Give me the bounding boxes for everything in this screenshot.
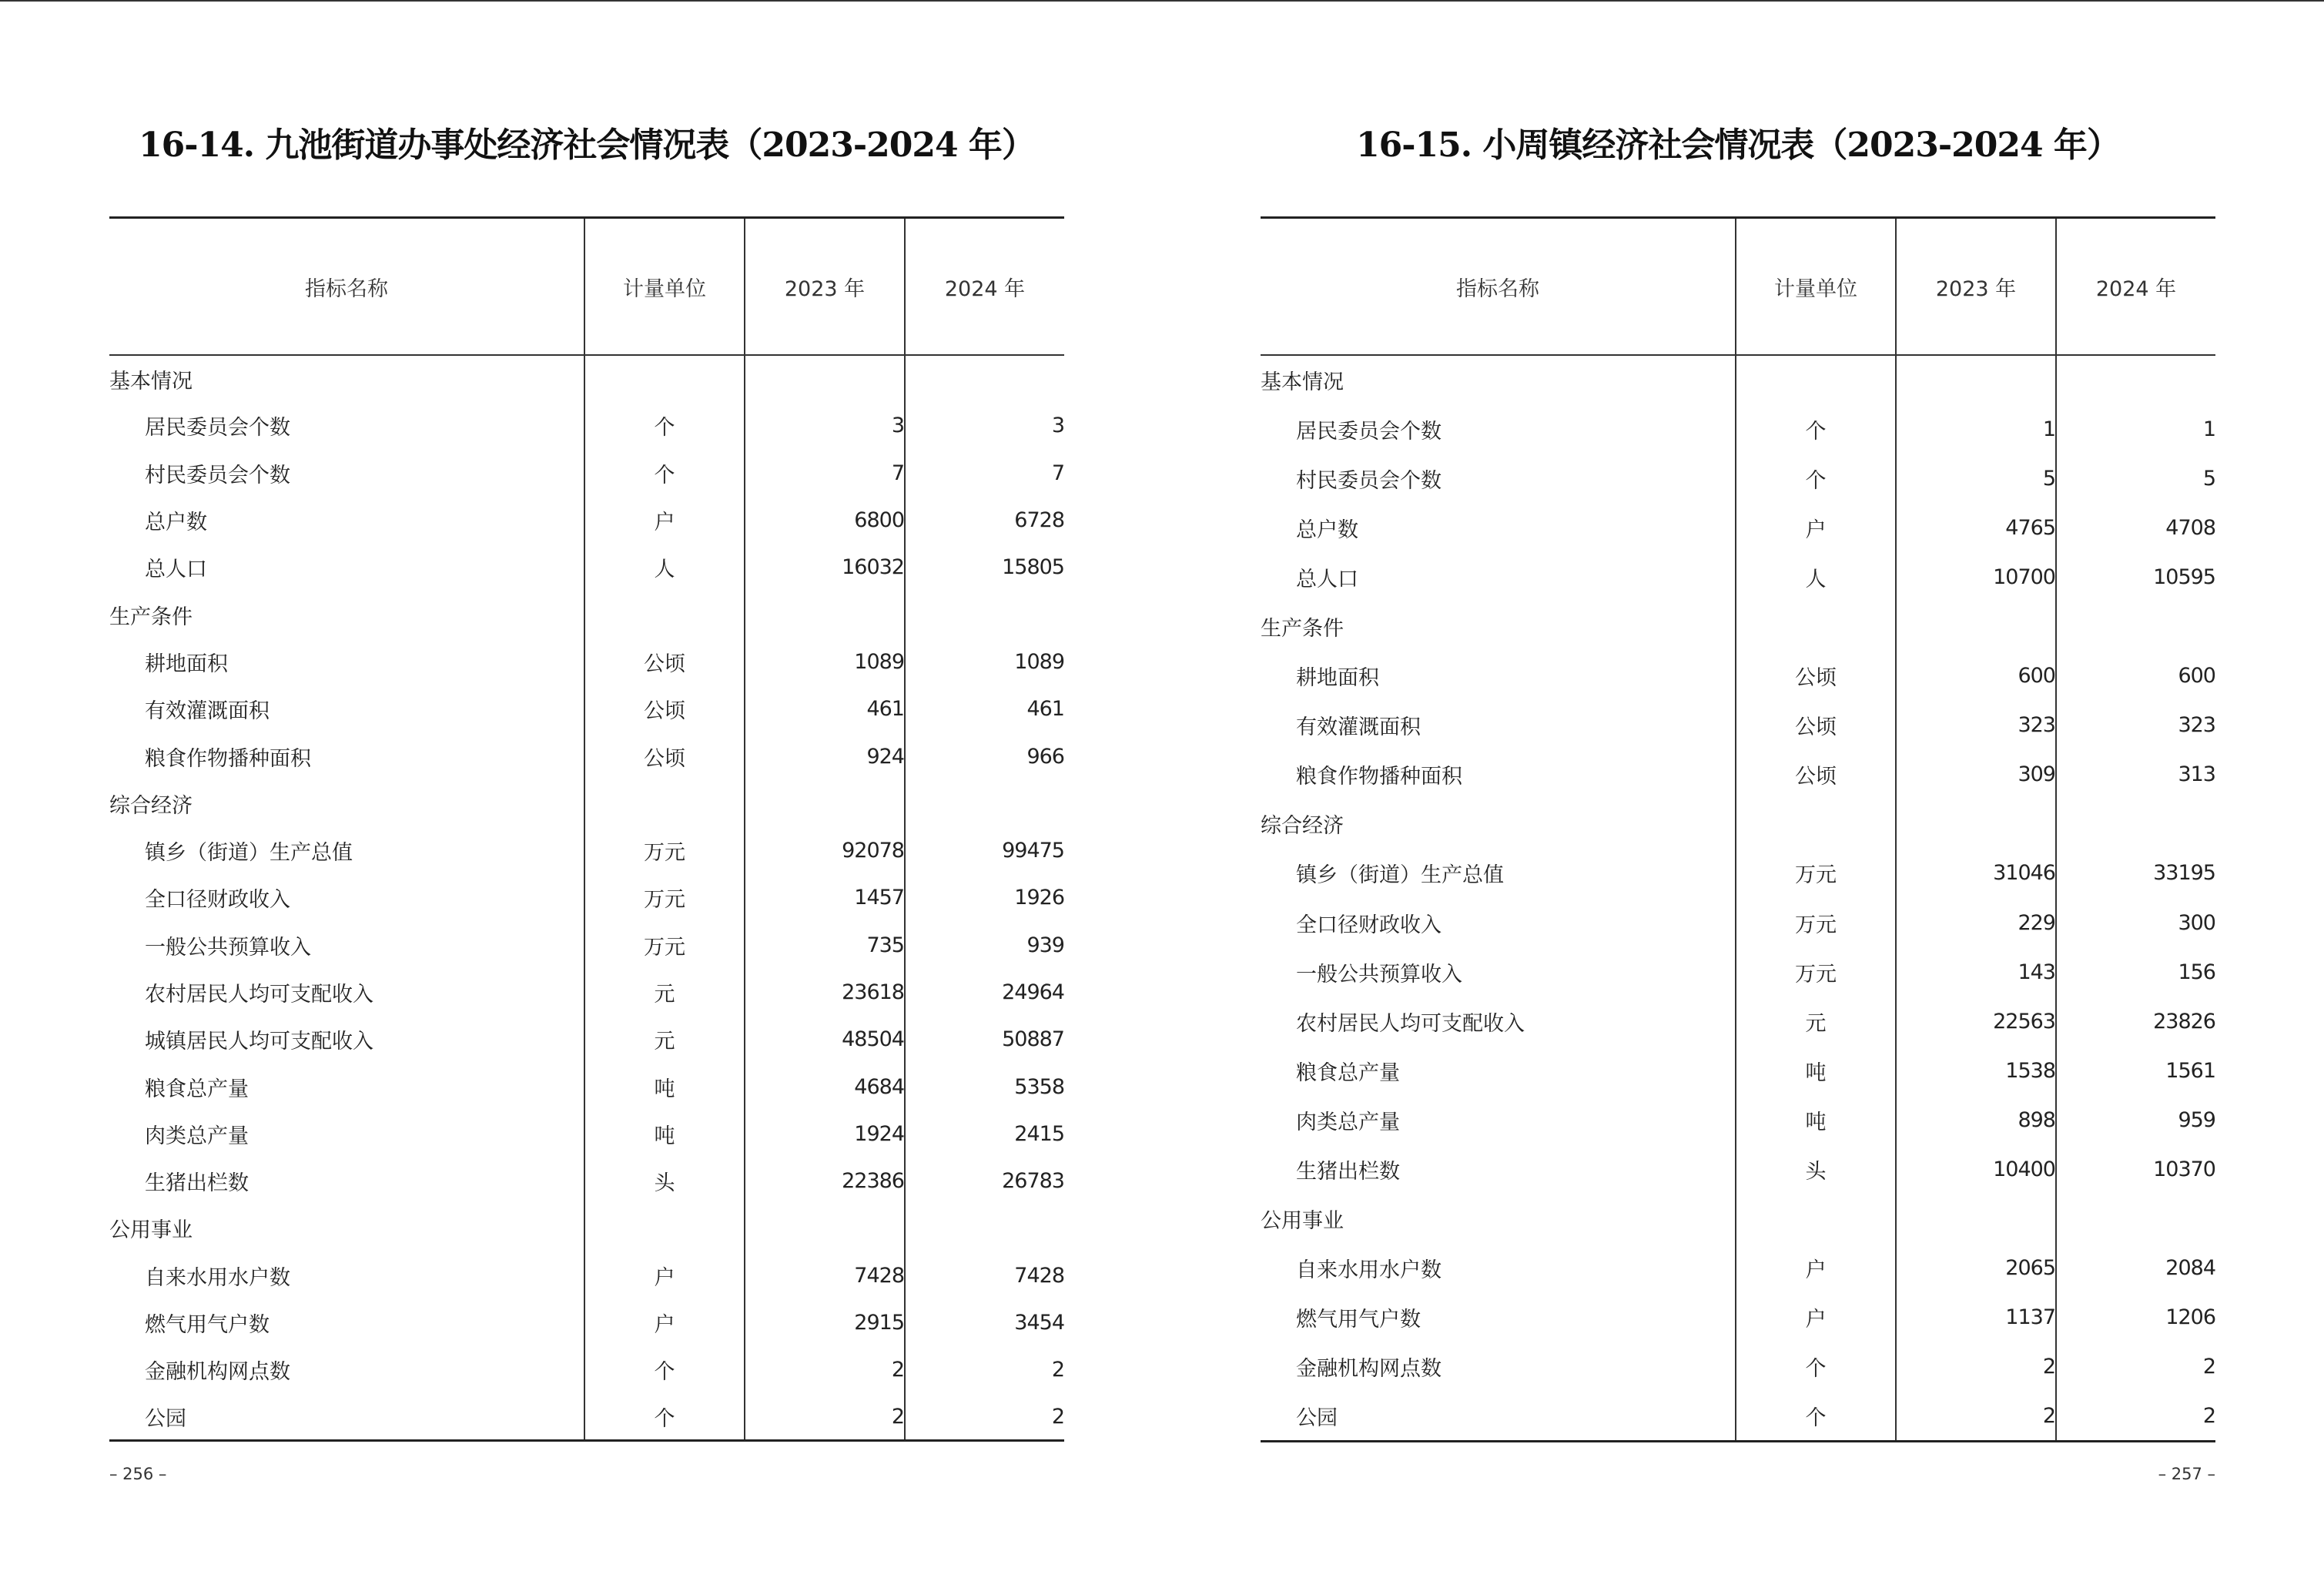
value-2024-cell: 959: [2056, 1095, 2215, 1144]
statistics-table: [1261, 216, 2215, 1442]
indicator-name-cell: 综合经济: [109, 793, 193, 818]
indicator-name-cell: 生产条件: [109, 605, 193, 629]
column-header-2023: 2023 年: [745, 218, 905, 356]
value-2023-cell: [1896, 601, 2056, 651]
value-2023-cell: 10400: [1896, 1145, 2056, 1194]
value-2024-cell: 1089: [905, 638, 1064, 685]
value-2023-cell: [1896, 799, 2056, 849]
indicator-name-cell: 总人口: [1296, 567, 1358, 591]
indicator-name-cell: 金融机构网点数: [145, 1360, 290, 1385]
indicator-name-cell: 肉类总产量: [1296, 1110, 1400, 1134]
unit-cell: 户: [584, 497, 745, 544]
unit-cell: [584, 780, 745, 827]
value-2023-cell: 1089: [745, 638, 905, 685]
value-2023-cell: 143: [1896, 947, 2056, 997]
value-2024-cell: 7: [905, 450, 1064, 497]
unit-cell: 个: [584, 1346, 745, 1393]
value-2023-cell: 2: [1896, 1392, 2056, 1441]
unit-cell: 吨: [584, 1111, 745, 1157]
value-2024-cell: 50887: [905, 1016, 1064, 1063]
value-2023-cell: 7: [745, 450, 905, 497]
unit-cell: 户: [1736, 1293, 1896, 1342]
table-row: [109, 1299, 1064, 1346]
value-2023-cell: [745, 355, 905, 402]
value-2024-cell: [905, 780, 1064, 827]
table-row: [109, 1157, 1064, 1204]
value-2024-cell: 2415: [905, 1111, 1064, 1157]
unit-cell: 户: [1736, 503, 1896, 552]
table-row: [1261, 750, 2215, 799]
value-2023-cell: 1538: [1896, 1046, 2056, 1095]
value-2023-cell: 1457: [745, 874, 905, 921]
value-2024-cell: [2056, 1194, 2215, 1244]
table-row: [109, 1063, 1064, 1110]
indicator-name-cell: 一般公共预算收入: [1296, 962, 1462, 987]
table-section-row: [109, 355, 1064, 402]
table-section-row: [109, 1204, 1064, 1251]
indicator-name-cell: 城镇居民人均可支配收入: [145, 1030, 373, 1054]
value-2024-cell: [2056, 799, 2215, 849]
unit-cell: 吨: [584, 1063, 745, 1110]
table-row: [109, 922, 1064, 969]
unit-cell: 头: [584, 1157, 745, 1204]
table-row: [1261, 503, 2215, 552]
table-row: [109, 732, 1064, 779]
indicator-name-cell: 粮食总产量: [1296, 1060, 1400, 1085]
value-2023-cell: 1: [1896, 404, 2056, 454]
table-row: [1261, 849, 2215, 898]
unit-cell: 公顷: [1736, 701, 1896, 750]
value-2024-cell: [905, 355, 1064, 402]
unit-cell: [584, 1204, 745, 1251]
indicator-name-cell: 公园: [1296, 1405, 1338, 1430]
table-row: [1261, 701, 2215, 750]
page-number: – 256 –: [109, 1465, 167, 1483]
indicator-name-cell: 耕地面积: [1296, 666, 1379, 691]
value-2023-cell: 309: [1896, 750, 2056, 799]
value-2024-cell: 2: [2056, 1392, 2215, 1441]
value-2024-cell: 3: [905, 402, 1064, 449]
unit-cell: 户: [584, 1252, 745, 1299]
indicator-name-cell: 镇乡（街道）生产总值: [1296, 863, 1504, 888]
page-title: 16-14. 九池街道办事处经济社会情况表（2023-2024 年）: [139, 126, 1035, 165]
value-2023-cell: [1896, 355, 2056, 404]
unit-cell: 个: [1736, 1342, 1896, 1392]
table-row: [109, 1346, 1064, 1393]
indicator-name-cell: 村民委员会个数: [145, 463, 290, 487]
value-2024-cell: 2084: [2056, 1244, 2215, 1293]
value-2023-cell: 48504: [745, 1016, 905, 1063]
value-2023-cell: 7428: [745, 1252, 905, 1299]
unit-cell: 万元: [1736, 947, 1896, 997]
unit-cell: 万元: [584, 874, 745, 921]
value-2024-cell: 2: [905, 1394, 1064, 1441]
table-row: [109, 1252, 1064, 1299]
unit-cell: [1736, 1194, 1896, 1244]
value-2024-cell: 6728: [905, 497, 1064, 544]
unit-cell: 户: [1736, 1244, 1896, 1293]
page-number: – 257 –: [2158, 1465, 2215, 1483]
value-2023-cell: 5: [1896, 454, 2056, 503]
value-2023-cell: 461: [745, 685, 905, 732]
value-2024-cell: 1561: [2056, 1046, 2215, 1095]
indicator-name-cell: 总户数: [145, 511, 207, 535]
table-row: [1261, 1145, 2215, 1194]
value-2023-cell: [1896, 1194, 2056, 1244]
unit-cell: 元: [584, 1016, 745, 1063]
table-row: [1261, 898, 2215, 947]
table-row: [109, 685, 1064, 732]
table-row: [109, 874, 1064, 921]
value-2024-cell: 4708: [2056, 503, 2215, 552]
indicator-name-cell: 基本情况: [109, 369, 193, 394]
table-row: [1261, 947, 2215, 997]
indicator-name-cell: 总人口: [145, 558, 207, 582]
indicator-name-cell: 粮食作物播种面积: [1296, 765, 1462, 789]
table-row: [109, 638, 1064, 685]
unit-cell: 元: [584, 969, 745, 1016]
value-2024-cell: 10595: [2056, 552, 2215, 601]
table-row: [109, 1111, 1064, 1157]
table-row: [1261, 404, 2215, 454]
table-row: [109, 497, 1064, 544]
unit-cell: 万元: [584, 922, 745, 969]
value-2023-cell: 735: [745, 922, 905, 969]
page-title: 16-15. 小周镇经济社会情况表（2023-2024 年）: [1356, 126, 2120, 165]
value-2024-cell: 966: [905, 732, 1064, 779]
value-2023-cell: [745, 1204, 905, 1251]
table-row: [1261, 652, 2215, 701]
value-2024-cell: 939: [905, 922, 1064, 969]
table-section-row: [109, 780, 1064, 827]
unit-cell: 人: [1736, 552, 1896, 601]
table-row: [1261, 1293, 2215, 1342]
indicator-name-cell: 居民委员会个数: [145, 416, 290, 441]
value-2023-cell: 16032: [745, 544, 905, 591]
indicator-name-cell: 自来水用水户数: [1296, 1258, 1442, 1283]
table-row: [1261, 997, 2215, 1046]
indicator-name-cell: 公用事业: [109, 1218, 193, 1243]
unit-cell: 个: [1736, 404, 1896, 454]
table-row: [1261, 552, 2215, 601]
value-2023-cell: 31046: [1896, 849, 2056, 898]
table-row: [109, 402, 1064, 449]
statistics-table: [109, 216, 1064, 1442]
unit-cell: 个: [1736, 1392, 1896, 1441]
unit-cell: 个: [584, 1394, 745, 1441]
value-2024-cell: 156: [2056, 947, 2215, 997]
value-2024-cell: 5358: [905, 1063, 1064, 1110]
value-2023-cell: 22386: [745, 1157, 905, 1204]
value-2023-cell: 2065: [1896, 1244, 2056, 1293]
value-2024-cell: 7428: [905, 1252, 1064, 1299]
value-2023-cell: 2: [745, 1394, 905, 1441]
table-row: [109, 544, 1064, 591]
value-2024-cell: [905, 1204, 1064, 1251]
table-row: [1261, 1046, 2215, 1095]
column-header-2024: 2024 年: [905, 218, 1064, 356]
table-section-row: [109, 591, 1064, 638]
indicator-name-cell: 生产条件: [1261, 617, 1344, 642]
value-2024-cell: 3454: [905, 1299, 1064, 1346]
indicator-name-cell: 村民委员会个数: [1296, 468, 1442, 493]
table-row: [1261, 1095, 2215, 1144]
unit-cell: 元: [1736, 997, 1896, 1046]
value-2023-cell: 2: [1896, 1342, 2056, 1392]
indicator-name-cell: 自来水用水户数: [145, 1265, 290, 1290]
value-2023-cell: [745, 780, 905, 827]
value-2023-cell: 4765: [1896, 503, 2056, 552]
table-row: [1261, 1244, 2215, 1293]
unit-cell: 公顷: [584, 732, 745, 779]
indicator-name-cell: 耕地面积: [145, 652, 228, 676]
unit-cell: 头: [1736, 1145, 1896, 1194]
table-header-row: [1261, 218, 2215, 356]
column-header-indicator: 指标名称: [1261, 218, 1736, 356]
table-section-row: [1261, 1194, 2215, 1244]
value-2023-cell: 3: [745, 402, 905, 449]
table-section-row: [1261, 601, 2215, 651]
unit-cell: 个: [1736, 454, 1896, 503]
table-section-row: [1261, 355, 2215, 404]
value-2023-cell: 6800: [745, 497, 905, 544]
table-section-row: [1261, 799, 2215, 849]
value-2024-cell: 1206: [2056, 1293, 2215, 1342]
indicator-name-cell: 农村居民人均可支配收入: [145, 983, 373, 1007]
indicator-name-cell: 生猪出栏数: [145, 1171, 249, 1196]
value-2023-cell: 22563: [1896, 997, 2056, 1046]
value-2023-cell: 1924: [745, 1111, 905, 1157]
indicator-name-cell: 粮食总产量: [145, 1077, 249, 1101]
value-2024-cell: 600: [2056, 652, 2215, 701]
value-2023-cell: [745, 591, 905, 638]
indicator-name-cell: 农村居民人均可支配收入: [1296, 1011, 1525, 1036]
unit-cell: [584, 355, 745, 402]
value-2023-cell: 600: [1896, 652, 2056, 701]
column-header-indicator: 指标名称: [109, 218, 584, 356]
value-2023-cell: 2: [745, 1346, 905, 1393]
indicator-name-cell: 总户数: [1296, 518, 1358, 542]
unit-cell: 个: [584, 450, 745, 497]
table-row: [1261, 1392, 2215, 1441]
right-page: [1261, 0, 2215, 1588]
value-2023-cell: 23618: [745, 969, 905, 1016]
unit-cell: [1736, 355, 1896, 404]
value-2024-cell: 2: [905, 1346, 1064, 1393]
value-2024-cell: 26783: [905, 1157, 1064, 1204]
table-row: [109, 969, 1064, 1016]
column-header-2023: 2023 年: [1896, 218, 2056, 356]
unit-cell: 万元: [1736, 898, 1896, 947]
unit-cell: 公顷: [1736, 750, 1896, 799]
left-page: [109, 0, 1064, 1588]
unit-cell: 万元: [1736, 849, 1896, 898]
indicator-name-cell: 镇乡（街道）生产总值: [145, 841, 353, 866]
value-2023-cell: 92078: [745, 827, 905, 874]
value-2024-cell: 313: [2056, 750, 2215, 799]
unit-cell: 户: [584, 1299, 745, 1346]
value-2024-cell: 5: [2056, 454, 2215, 503]
indicator-name-cell: 公用事业: [1261, 1209, 1344, 1234]
value-2024-cell: 15805: [905, 544, 1064, 591]
unit-cell: 个: [584, 402, 745, 449]
value-2024-cell: 323: [2056, 701, 2215, 750]
indicator-name-cell: 居民委员会个数: [1296, 419, 1442, 444]
value-2023-cell: 10700: [1896, 552, 2056, 601]
value-2024-cell: [2056, 355, 2215, 404]
unit-cell: 吨: [1736, 1095, 1896, 1144]
table-row: [109, 1016, 1064, 1063]
unit-cell: 人: [584, 544, 745, 591]
unit-cell: [1736, 601, 1896, 651]
value-2024-cell: 461: [905, 685, 1064, 732]
table-row: [1261, 1342, 2215, 1392]
indicator-name-cell: 粮食作物播种面积: [145, 746, 311, 771]
value-2024-cell: 1: [2056, 404, 2215, 454]
indicator-name-cell: 有效灌溉面积: [145, 699, 270, 724]
value-2024-cell: 23826: [2056, 997, 2215, 1046]
unit-cell: 公顷: [584, 638, 745, 685]
table-header-row: [109, 218, 1064, 356]
value-2023-cell: 1137: [1896, 1293, 2056, 1342]
value-2024-cell: [905, 591, 1064, 638]
value-2024-cell: 2: [2056, 1342, 2215, 1392]
indicator-name-cell: 综合经济: [1261, 814, 1344, 839]
value-2024-cell: 300: [2056, 898, 2215, 947]
indicator-name-cell: 燃气用气户数: [1296, 1308, 1421, 1332]
indicator-name-cell: 全口径财政收入: [145, 888, 290, 913]
indicator-name-cell: 有效灌溉面积: [1296, 715, 1421, 740]
table-row: [109, 827, 1064, 874]
unit-cell: [584, 591, 745, 638]
indicator-name-cell: 一般公共预算收入: [145, 935, 311, 960]
table-row: [1261, 454, 2215, 503]
value-2023-cell: 2915: [745, 1299, 905, 1346]
value-2023-cell: 229: [1896, 898, 2056, 947]
table-row: [109, 450, 1064, 497]
indicator-name-cell: 全口径财政收入: [1296, 913, 1442, 937]
column-header-unit: 计量单位: [1736, 218, 1896, 356]
unit-cell: 吨: [1736, 1046, 1896, 1095]
unit-cell: [1736, 799, 1896, 849]
unit-cell: 公顷: [1736, 652, 1896, 701]
value-2024-cell: 33195: [2056, 849, 2215, 898]
value-2023-cell: 323: [1896, 701, 2056, 750]
value-2023-cell: 924: [745, 732, 905, 779]
indicator-name-cell: 基本情况: [1261, 370, 1344, 395]
column-header-2024: 2024 年: [2056, 218, 2215, 356]
value-2023-cell: 4684: [745, 1063, 905, 1110]
value-2024-cell: 24964: [905, 969, 1064, 1016]
indicator-name-cell: 生猪出栏数: [1296, 1160, 1400, 1184]
unit-cell: 公顷: [584, 685, 745, 732]
value-2023-cell: 898: [1896, 1095, 2056, 1144]
indicator-name-cell: 肉类总产量: [145, 1124, 249, 1148]
value-2024-cell: 1926: [905, 874, 1064, 921]
value-2024-cell: 10370: [2056, 1145, 2215, 1194]
indicator-name-cell: 燃气用气户数: [145, 1313, 270, 1338]
value-2024-cell: 99475: [905, 827, 1064, 874]
value-2024-cell: [2056, 601, 2215, 651]
table-row: [109, 1394, 1064, 1441]
indicator-name-cell: 公园: [145, 1406, 186, 1431]
indicator-name-cell: 金融机构网点数: [1296, 1357, 1442, 1382]
column-header-unit: 计量单位: [584, 218, 745, 356]
unit-cell: 万元: [584, 827, 745, 874]
